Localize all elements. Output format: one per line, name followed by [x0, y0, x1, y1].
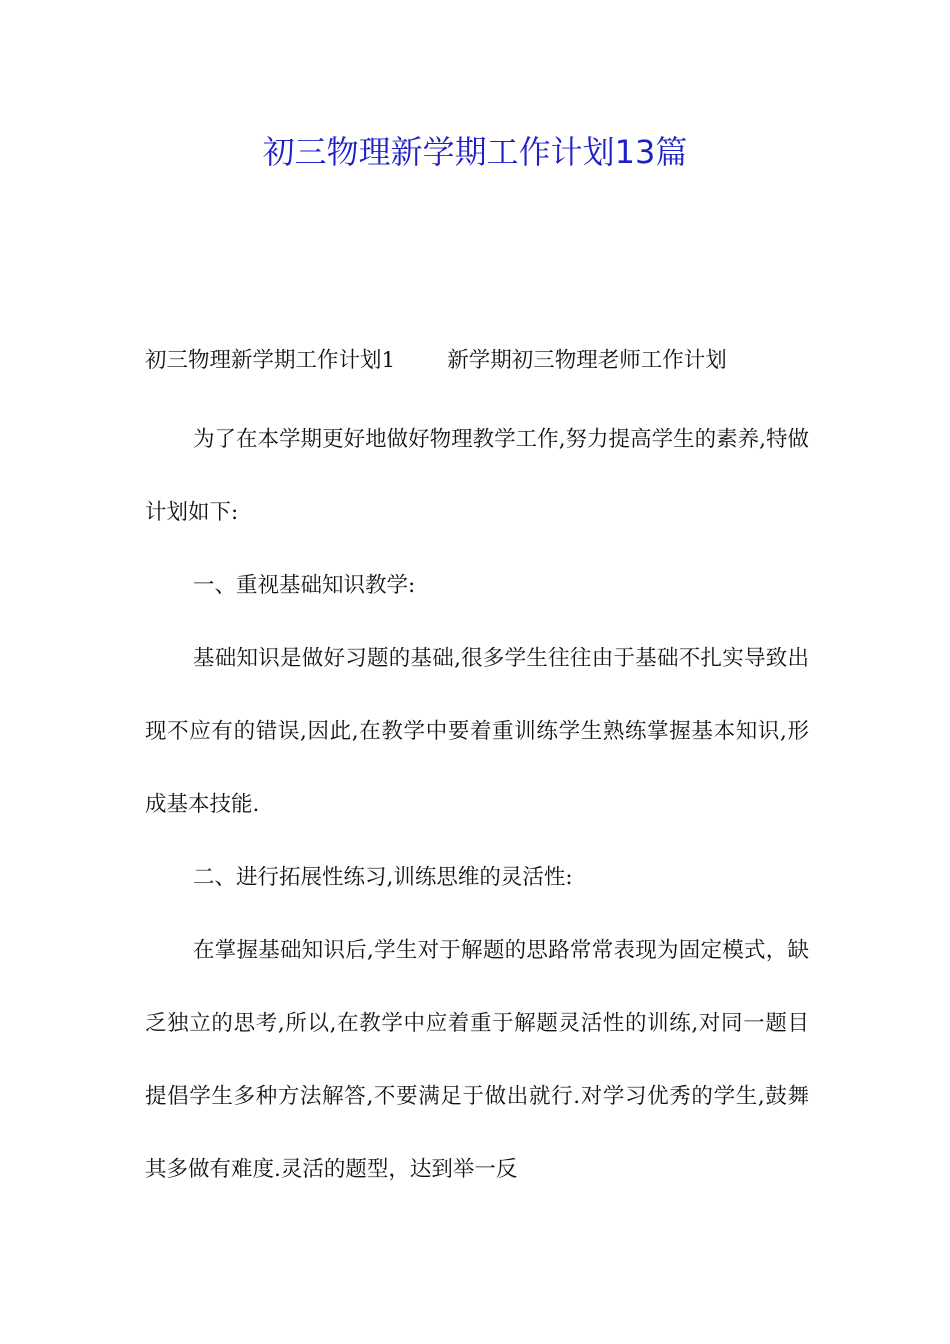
paragraph-section-1: 基础知识是做好习题的基础,很多学生往往由于基础不扎实导致出现不应有的错误,因此,在教学中要着重训练学生熟练掌握基本知识,形成基本技能.	[145, 646, 809, 817]
section-subtitle	[145, 340, 809, 382]
heading-section-1: 一、重视基础知识教学:	[193, 573, 416, 598]
heading-section-2: 二、进行拓展性练习,训练思维的灵活性:	[193, 865, 573, 890]
subtitle-right: 新学期初三物理老师工作计划	[447, 348, 727, 373]
subtitle-left: 初三物理新学期工作计划1	[145, 348, 396, 373]
paragraph-intro: 为了在本学期更好地做好物理教学工作,努力提高学生的素养,特做计划如下:	[145, 427, 809, 525]
paragraph-section-2: 在掌握基础知识后,学生对于解题的思路常常表现为固定模式，缺乏独立的思考,所以,在教学中应着重于解题灵活性的训练,对同一题目提倡学生多种方法解答,不要满足于做出就行.对学习优秀的学生,鼓舞其多做有难度.灵活的题型，达到举一反	[145, 938, 809, 1182]
document-title: 初三物理新学期工作计划13篇	[262, 133, 688, 171]
